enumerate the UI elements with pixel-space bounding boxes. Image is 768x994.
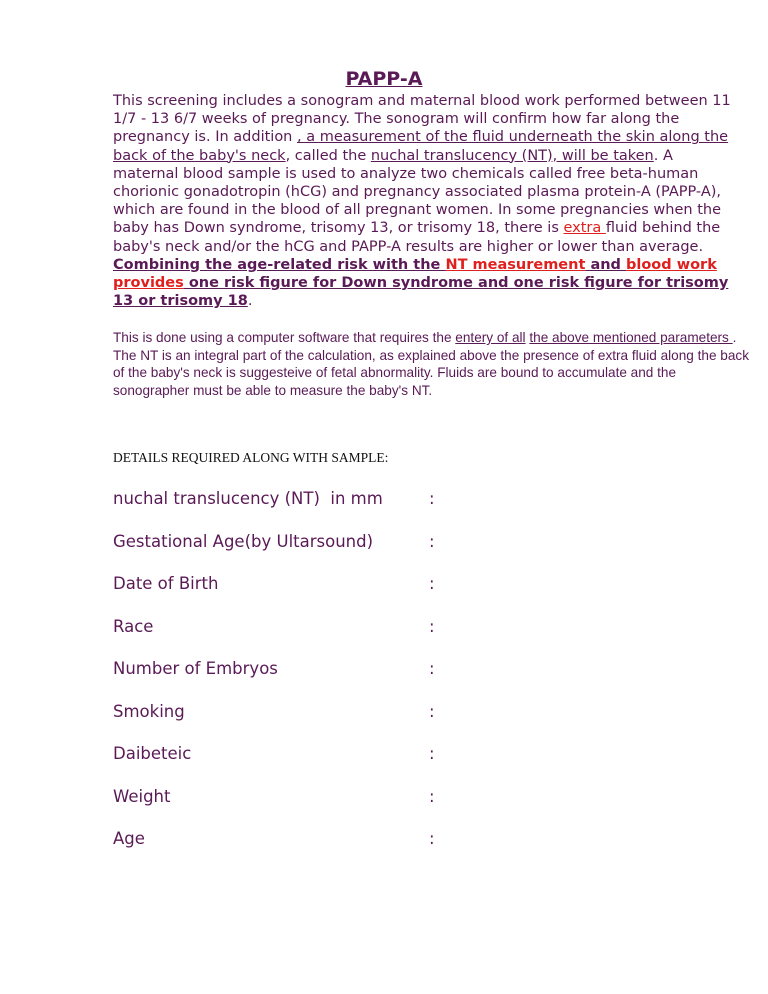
text-span: This screening includes a sonogram and maternal blood work performed between 11 1/7 - 13 6/7 weeks of pregnancy. The sonogram will confirm how far along the pregnancy is. In addition — [113, 93, 731, 146]
text-span-highlight: extra — [563, 220, 606, 237]
field-separator: : — [429, 702, 435, 721]
software-paragraph — [113, 329, 753, 399]
field-label: Daibeteic — [113, 744, 192, 763]
field-separator: : — [429, 659, 435, 678]
field-separator: : — [429, 617, 435, 636]
field-separator: : — [429, 829, 435, 848]
field-separator: : — [429, 489, 435, 508]
text-span-underlined: nuchal translucency (NT), will be taken — [370, 147, 654, 164]
text-span: , called the — [285, 147, 371, 164]
field-label: nuchal translucency (NT) in mm — [113, 489, 383, 508]
field-label: Gestational Age(by Ultarsound) — [113, 532, 374, 551]
text-span-bold: one risk figure for Down syndrome and one risk figure for trisomy 13 or trisomy 18 — [113, 275, 729, 310]
field-label: Race — [113, 617, 154, 636]
field-separator: : — [429, 574, 435, 593]
field-label: Weight — [113, 787, 171, 806]
text-span-bold-highlight: NT measurement — [445, 256, 586, 273]
field-label: Age — [113, 829, 145, 848]
field-separator: : — [429, 787, 435, 806]
field-row-smoking — [113, 702, 473, 726]
details-heading: DETAILS REQUIRED ALONG WITH SAMPLE: — [113, 450, 389, 465]
text-span-bold: Combining the age-related risk with the — [113, 256, 446, 273]
field-row-diabetic — [113, 744, 473, 768]
field-row-age — [113, 829, 473, 853]
field-row-embryos — [113, 659, 473, 683]
text-span: fluid behind the baby's neck and/or the hCG and PAPP-A results are higher or lower than average. — [113, 220, 721, 255]
field-row-race — [113, 617, 473, 641]
intro-paragraph — [113, 92, 738, 310]
text-span-bold: and — [585, 256, 626, 273]
field-row-date-of-birth — [113, 574, 473, 598]
text-span-underlined: the above mentioned parameters — [529, 330, 733, 345]
text-span-underlined: entery of all — [455, 330, 526, 345]
page-title: PAPP-A — [345, 68, 423, 90]
text-span: This is done using a computer software that requires the — [113, 330, 456, 345]
text-span-underlined: , a measurement of the fluid underneath the skin along the back of the baby's neck — [113, 129, 729, 164]
field-label: Smoking — [113, 702, 185, 721]
text-span-bold-highlight: blood work provides — [113, 256, 717, 292]
text-span: . — [247, 293, 253, 310]
field-row-nt — [113, 489, 473, 513]
field-row-weight — [113, 787, 473, 811]
field-separator: : — [429, 744, 435, 763]
field-label: Number of Embryos — [113, 659, 278, 678]
text-span: . — [732, 330, 737, 345]
field-separator: : — [429, 532, 435, 551]
text-span: . A maternal blood sample is used to analyze two chemicals called free beta-human chorionic gonadotropin (hCG) and pregnancy associated plasma protein-A (PAPP-A), which are found in the blood of all pregnant women. In some pregnancies when the baby has Down syndrome, trisomy 13, or trisomy 18, there is — [113, 147, 722, 237]
field-label: Date of Birth — [113, 574, 219, 593]
field-row-gestational-age — [113, 532, 473, 556]
text-span: The NT is an integral part of the calculation, as explained above the presence of extra fluid along the back of the baby's neck is suggesteive of fetal abnormality. Fluids are bound to accumulate and the sonographer must be able to measure the baby's NT. — [113, 347, 750, 398]
